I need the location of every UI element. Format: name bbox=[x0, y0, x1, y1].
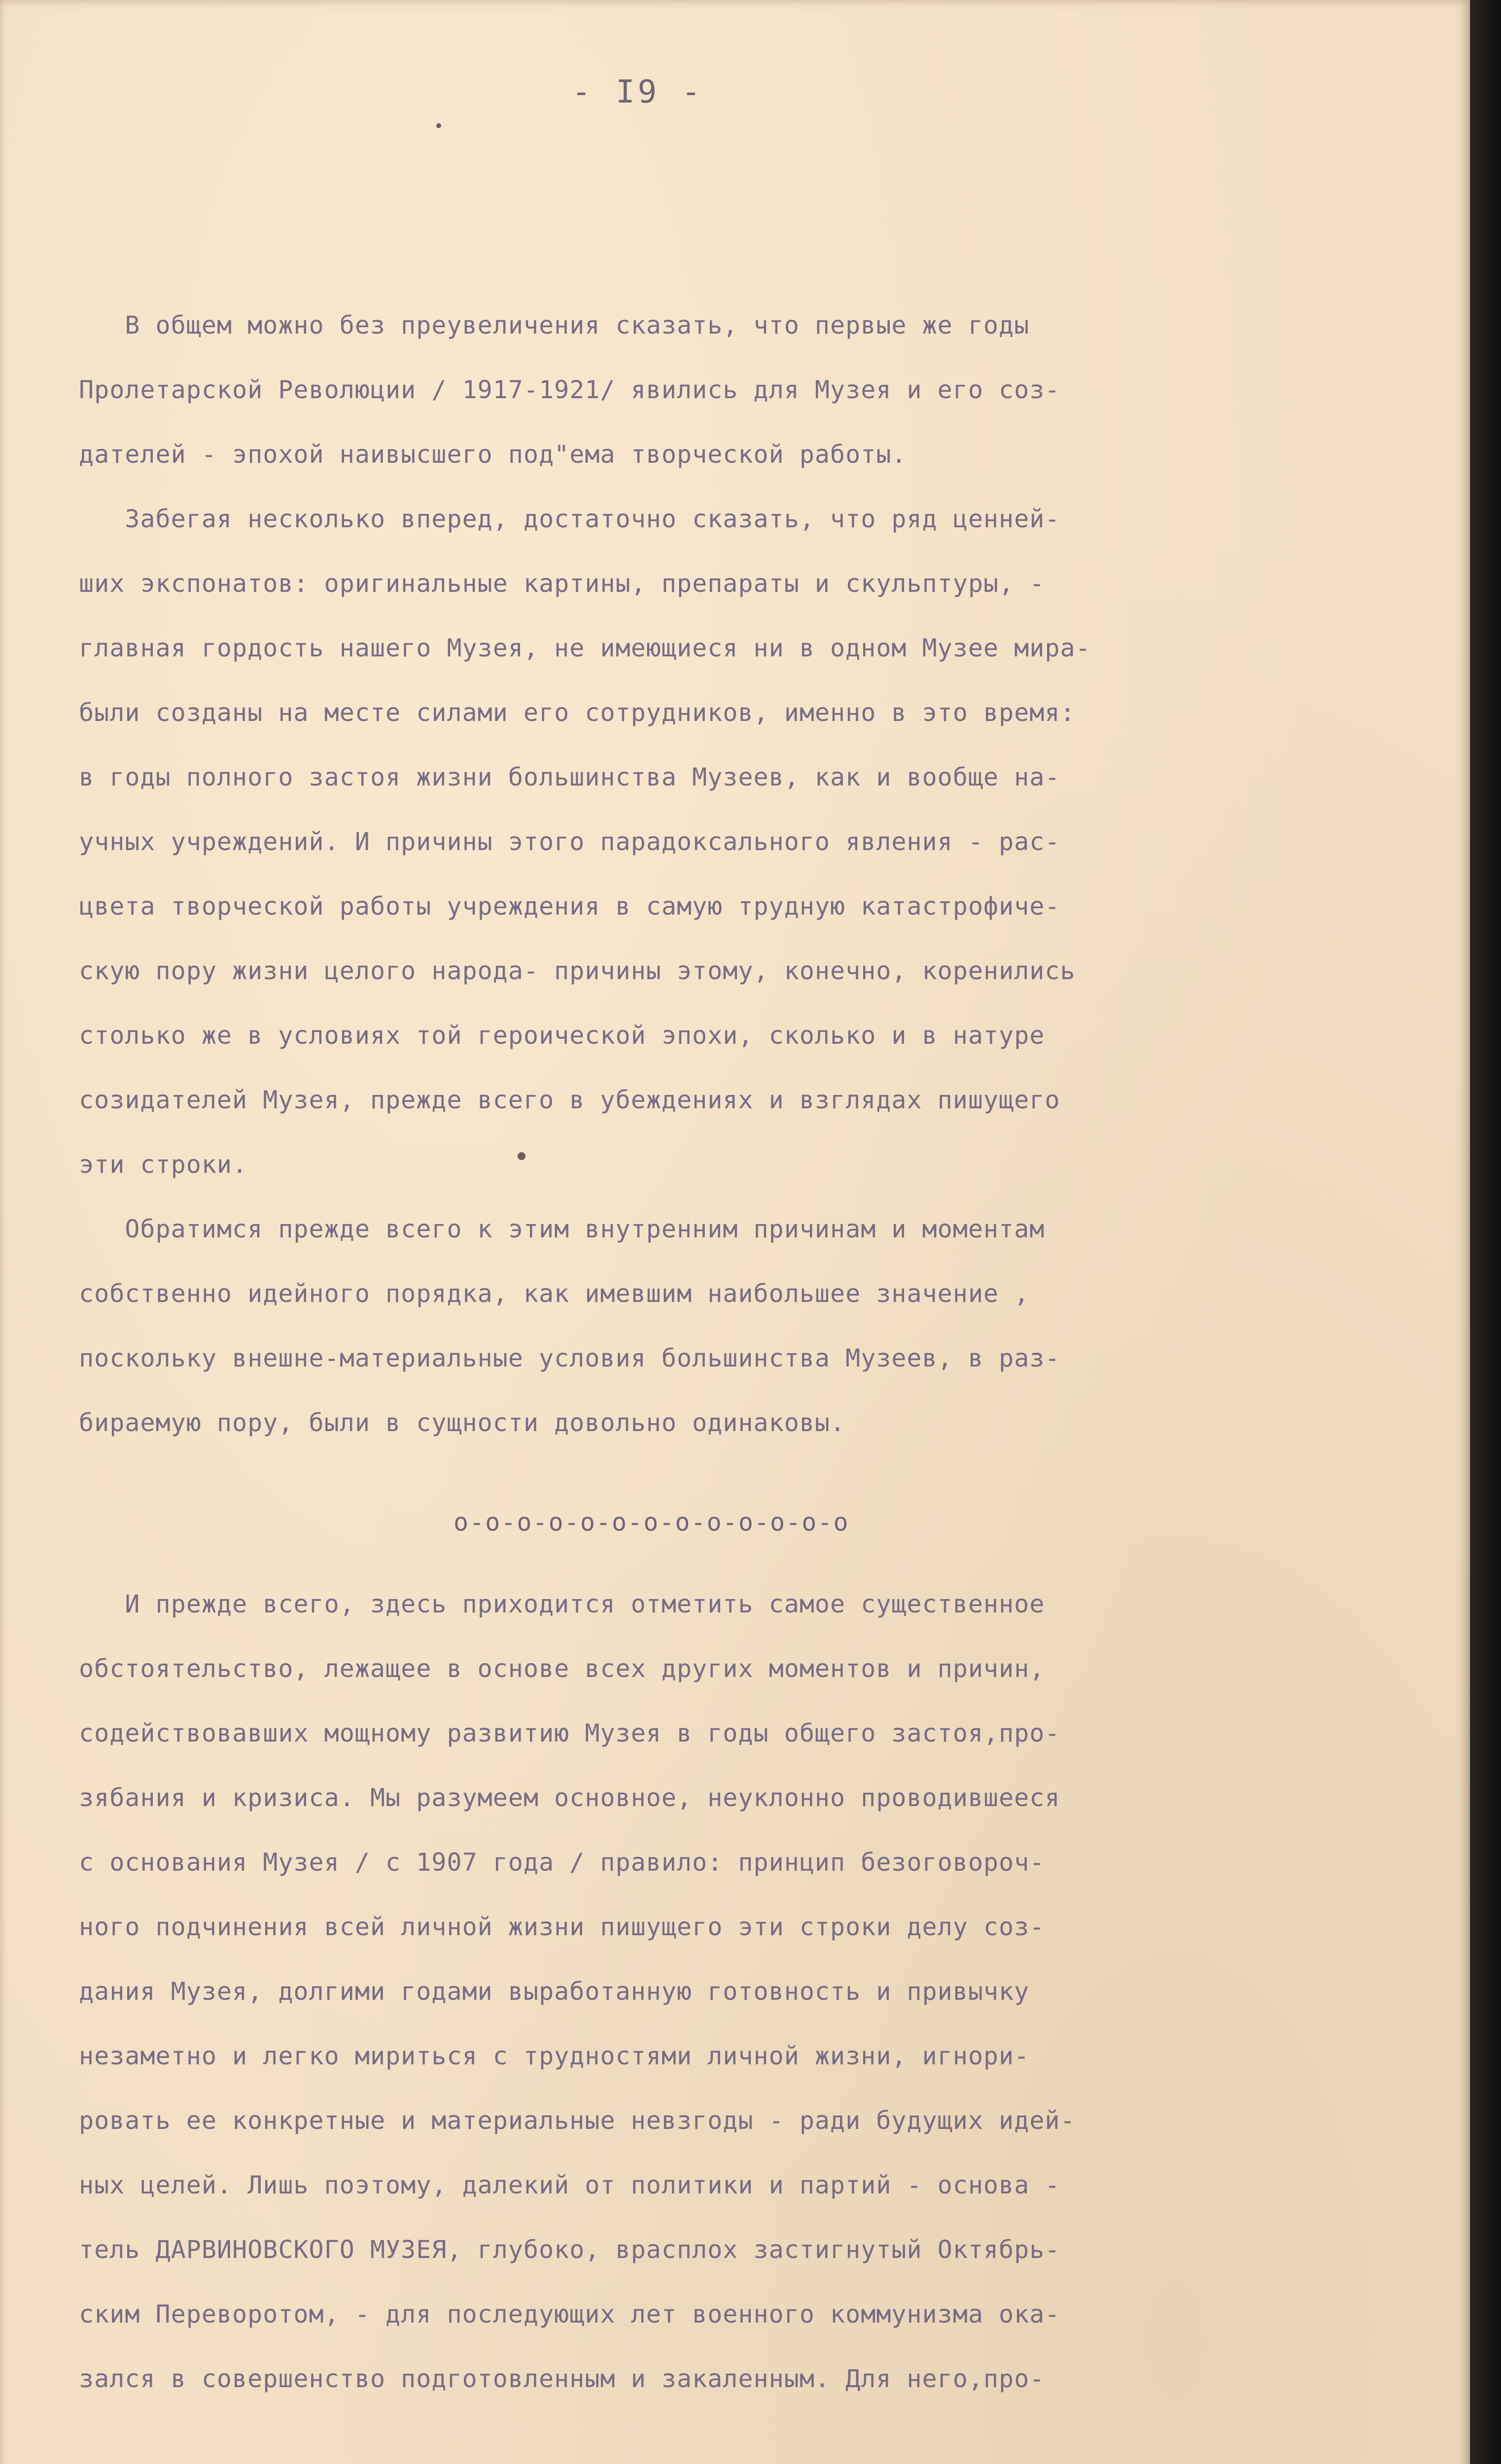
text-line: И прежде всего, здесь приходится отметить самое существенное bbox=[79, 1590, 1045, 1618]
ink-speck bbox=[436, 123, 441, 128]
paragraph-1 bbox=[79, 293, 1439, 1455]
text-line: ровать ее конкретные и материальные невзгоды - ради будущих идей- bbox=[79, 2106, 1076, 2135]
text-line: ных целей. Лишь поэтому, далекий от политики и партий - основа - bbox=[79, 2171, 1060, 2199]
text-line: зался в совершенство подготовленным и закаленным. Для него,про- bbox=[79, 2364, 1045, 2393]
text-line: эти строки. bbox=[79, 1150, 248, 1179]
text-line: главная гордость нашего Музея, не имеющиеся ни в одном Музее мира- bbox=[79, 634, 1091, 662]
page-number: - I9 - bbox=[572, 74, 704, 110]
text-line: в годы полного застоя жизни большинства Музеев, как и вообще на- bbox=[79, 763, 1060, 791]
text-line: собственно идейного порядка, как имевшим наибольшее значение , bbox=[79, 1279, 1030, 1308]
text-line: Забегая несколько вперед, достаточно сказать, что ряд ценней- bbox=[79, 505, 1060, 533]
text-line: зябания и кризиса. Мы разумеем основное, неуклонно проводившееся bbox=[79, 1783, 1060, 1812]
text-line: Пролетарской Революции / 1917-1921/ явились для Музея и его соз- bbox=[79, 376, 1060, 404]
text-line: столько же в условиях той героической эпохи, сколько и в натуре bbox=[79, 1021, 1045, 1050]
text-line: обстоятельство, лежащее в основе всех других моментов и причин, bbox=[79, 1654, 1045, 1683]
text-line: ного подчинения всей личной жизни пишущего эти строки делу соз- bbox=[79, 1913, 1045, 1941]
text-line: цвета творческой работы учреждения в самую трудную катастрофиче- bbox=[79, 892, 1060, 921]
text-line: поскольку внешне-материальные условия большинства Музеев, в раз- bbox=[79, 1344, 1060, 1372]
text-line: дания Музея, долгими годами выработанную готовность и привычку bbox=[79, 1977, 1030, 2006]
text-line: незаметно и легко мириться с трудностями личной жизни, игнори- bbox=[79, 2042, 1030, 2070]
text-line: были созданы на месте силами его сотрудников, именно в это время: bbox=[79, 698, 1076, 727]
text-line: содействовавших мощному развитию Музея в годы общего застоя,про- bbox=[79, 1719, 1060, 1747]
text-line: учных учреждений. И причины этого парадоксального явления - рас- bbox=[79, 827, 1060, 856]
text-line: дателей - эпохой наивысшего под"ема творческой работы. bbox=[79, 440, 907, 469]
text-line: тель ДАРВИНОВСКОГО МУЗЕЯ, глубоко, врасплох застигнутый Октябрь- bbox=[79, 2235, 1060, 2264]
text-line: с основания Музея / с 1907 года / правило: принцип безоговороч- bbox=[79, 1848, 1045, 1877]
text-line: Обратимся прежде всего к этим внутренним причинам и моментам bbox=[79, 1215, 1045, 1243]
paragraph-2 bbox=[79, 1572, 1439, 2411]
text-line: созидателей Музея, прежде всего в убеждениях и взглядах пишущего bbox=[79, 1086, 1060, 1114]
scan-edge-right bbox=[1470, 0, 1501, 2464]
section-separator: о-о-о-о-о-о-о-о-о-о-о-о-о bbox=[454, 1508, 849, 1537]
text-line: ших экспонатов: оригинальные картины, препараты и скульптуры, - bbox=[79, 569, 1045, 598]
text-line: В общем можно без преувеличения сказать, что первые же годы bbox=[79, 311, 1030, 340]
text-line: скую пору жизни целого народа- причины этому, конечно, коренились bbox=[79, 957, 1076, 985]
text-line: бираемую пору, были в сущности довольно одинаковы. bbox=[79, 1408, 846, 1437]
text-line: ским Переворотом, - для последующих лет военного коммунизма ока- bbox=[79, 2300, 1060, 2328]
